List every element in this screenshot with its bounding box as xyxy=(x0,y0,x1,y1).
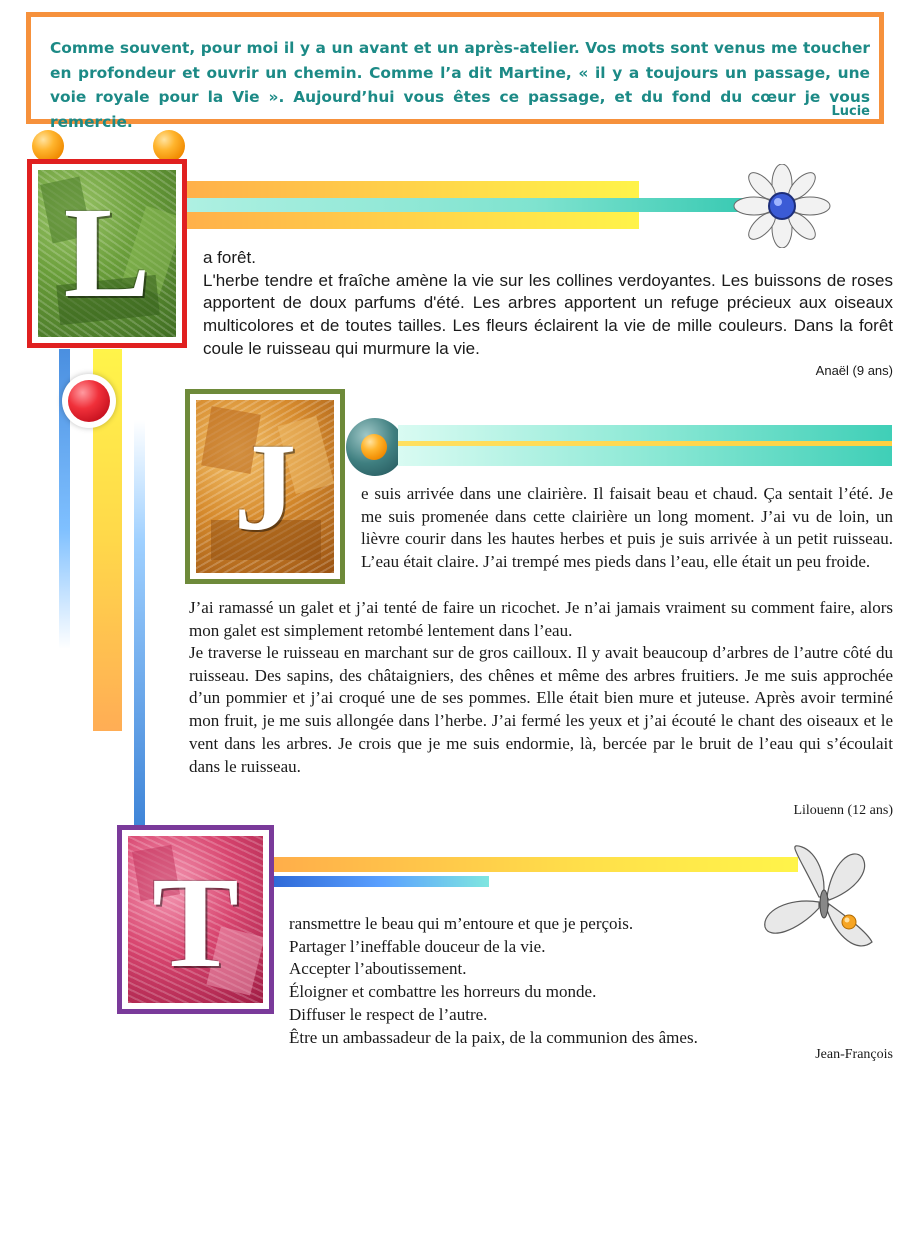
orange-ball-decoration xyxy=(32,130,64,162)
orange-ball-decoration xyxy=(153,130,185,162)
section1-line: a forêt. xyxy=(203,248,256,267)
section3-author: Jean-François xyxy=(815,1047,893,1062)
section1-text xyxy=(203,247,893,361)
section2-paragraph: Je traverse le ruisseau en marchant sur de gros cailloux. Il y avait beaucoup d’arbres de l’autre côté du ruisseau. Des sapins, des châtaigniers, des chênes et même des arbres fruitiers. Je me suis approchée d’un pommier et j’ai croqué une de ses pommes. Elle était bien mure et juteuse. Après avoir terminé mon fruit, je me suis allongée dans l’herbe. J’ai fermé les yeux et j’ai écouté le chant des oiseaux et le vent dans les arbres. Je crois que je me suis endormie, là, bercée par le bruit de l’eau qui s’écoulait dans le ruisseau. xyxy=(189,643,893,776)
decorative-bar xyxy=(274,857,798,872)
quote-author: Lucie xyxy=(831,104,870,119)
red-ball-decoration xyxy=(68,380,110,422)
initial-letter-t: T xyxy=(152,851,239,995)
initial-tile-t xyxy=(117,825,274,1014)
section3-text xyxy=(289,913,809,1049)
section1-author: Anaël (9 ans) xyxy=(815,363,893,378)
section3-line: Éloigner et combattre les horreurs du monde. xyxy=(289,982,597,1002)
orange-ball-decoration xyxy=(361,434,387,460)
initial-letter-j: J xyxy=(233,419,297,557)
section1-line: L'herbe tendre et fraîche amène la vie sur les collines verdoyantes. Les buissons de roses apportent de doux parfums d'été. Les arbres apportent un refuge précieux aux oiseaux multicolores et de toutes tailles. Les fleurs éclairent la vie de mille couleurs. Dans la forêt coule le ruisseau qui murmure la vie. xyxy=(203,270,893,358)
section3-line: ransmettre le beau qui m’entoure et que je perçois. xyxy=(289,914,634,933)
quote-text: Comme souvent, pour moi il y a un avant et un après-atelier. Vos mots sont venus me toucher en profondeur et ouvrir un chemin. Comme l’a dit Martine, « il y a toujours un passage, une voie royale pour la Vie ». Aujourd’hui vous êtes ce passage, et du fond du cœur je vous remercie. xyxy=(50,39,870,131)
section3-line: Partager l’ineffable douceur de la vie. xyxy=(289,936,546,956)
section2-author: Lilouenn (12 ans) xyxy=(793,803,893,818)
initial-tile-j xyxy=(185,389,345,584)
decorative-bar xyxy=(274,876,489,887)
decorative-bar xyxy=(398,441,892,446)
flower-icon xyxy=(732,164,832,248)
section2-paragraph: J’ai ramassé un galet et j’ai tenté de faire un ricochet. Je n’ai jamais vraiment su comment faire, alors mon galet est simplement retombé lentement dans l’eau. xyxy=(189,598,893,640)
section3-line: Accepter l’aboutissement. xyxy=(289,959,467,979)
section2-beside-text: e suis arrivée dans une clairière. Il faisait beau et chaud. Ça sentait l’été. Je me suis promenée dans cette clairière un long moment. J’ai vu de loin, un lièvre courir dans les hautes herbes et puis je suis arrivée à un petit ruisseau. L’eau était claire. J’ai trempé mes pieds dans l’eau, elle était un peu froide. xyxy=(361,484,893,572)
section3-line: Diffuser le respect de l’autre. xyxy=(289,1004,488,1024)
initial-tile-l xyxy=(27,159,187,348)
initial-letter-l: L xyxy=(63,181,151,325)
section3-line: Être un ambassadeur de la paix, de la communion des âmes. xyxy=(289,1027,698,1047)
decorative-bar xyxy=(187,198,767,212)
decorative-bar xyxy=(134,420,145,825)
